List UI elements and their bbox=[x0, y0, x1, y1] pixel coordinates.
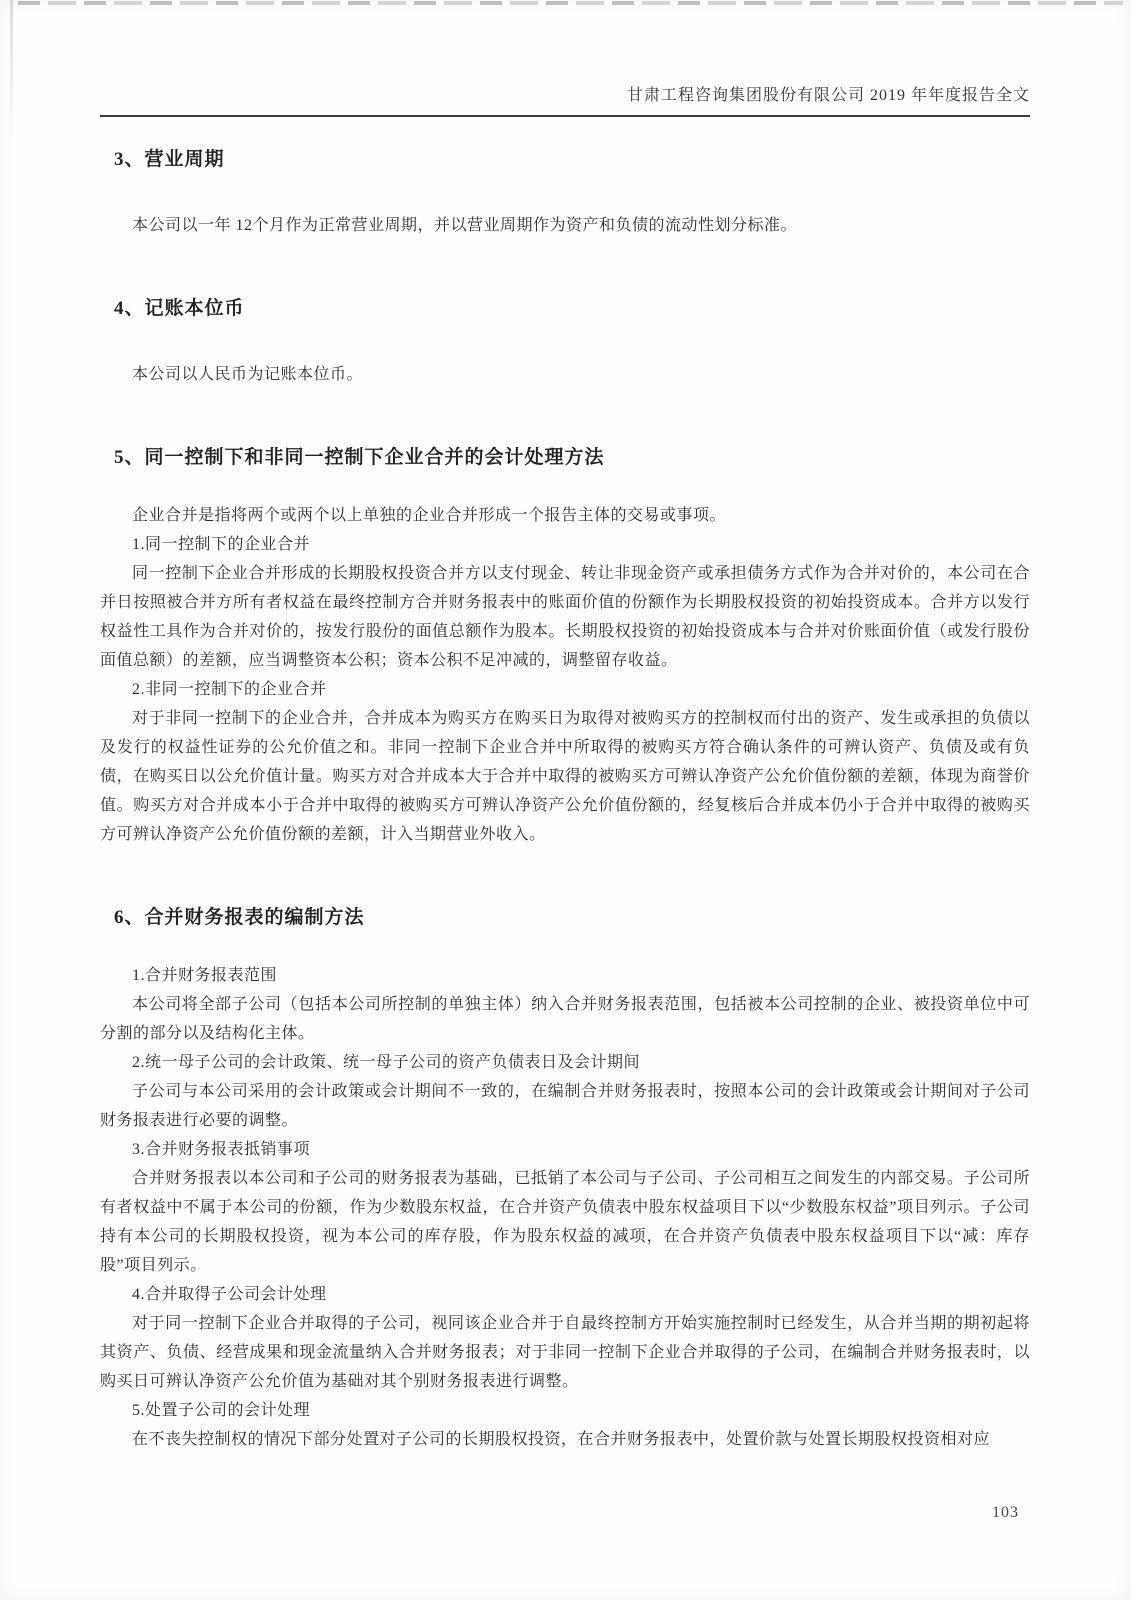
subitem-heading: 2.统一母子公司的会计政策、统一母子公司的资产负债表日及会计期间 bbox=[132, 1054, 641, 1071]
section-heading: 3、营业周期 bbox=[114, 149, 225, 170]
section-heading: 4、记账本位币 bbox=[114, 298, 245, 319]
section-heading: 5、同一控制下和非同一控制下企业合并的会计处理方法 bbox=[114, 447, 605, 468]
section-operating-cycle bbox=[100, 147, 1030, 240]
paragraph: 本公司以一年 12个月作为正常营业周期，并以营业周期作为资产和负债的流动性划分标准。 bbox=[132, 217, 798, 234]
subitem-heading: 1.同一控制下的企业合并 bbox=[132, 536, 311, 553]
subitem-heading: 5.处置子公司的会计处理 bbox=[132, 1402, 311, 1419]
subitem-heading: 3.合并财务报表抵销事项 bbox=[132, 1141, 311, 1158]
subitem-heading: 2.非同一控制下的企业合并 bbox=[132, 681, 327, 698]
page-header bbox=[100, 86, 1030, 117]
section-functional-currency bbox=[100, 296, 1030, 389]
paragraph: 企业合并是指将两个或两个以上单独的企业合并形成一个报告主体的交易或事项。 bbox=[132, 507, 727, 524]
page-number: 103 bbox=[992, 1504, 1019, 1521]
paragraph: 对于同一控制下企业合并取得的子公司，视同该企业合并于自最终控制方开始实施控制时已经发生，从合并当期的期初起将其资产、负债、经营成果和现金流量纳入合并财务报表；对于非同一控制下企业合并取得的子公司，在编制合并财务报表时，以购买日可辨认净资产公允价值为基础对其个别财务报表进行调整。 bbox=[100, 1315, 1030, 1390]
paragraph: 子公司与本公司采用的会计政策或会计期间不一致的，在编制合并财务报表时，按照本公司的会计政策或会计期间对子公司财务报表进行必要的调整。 bbox=[100, 1083, 1030, 1129]
paragraph: 对于非同一控制下的企业合并，合并成本为购买方在购买日为取得对被购买方的控制权而付出的资产、发生或承担的负债以及发行的权益性证券的公允价值之和。非同一控制下企业合并中所取得的被购买方符合确认条件的可辨认资产、负债及或有负债，在购买日以公允价值计量。购买方对合并成本大于合并中取得的被购买方可辨认净资产公允价值份额的差额，体现为商誉价值。购买方对合并成本小于合并中取得的被购买方可辨认净资产公允价值份额的，经复核后合并成本仍小于合并中取得的被购买方可辨认净资产公允价值份额的差额，计入当期营业外收入。 bbox=[100, 710, 1030, 843]
subitem-heading: 4.合并取得子公司会计处理 bbox=[132, 1286, 327, 1303]
paragraph: 本公司以人民币为记账本位币。 bbox=[132, 366, 364, 383]
report-title: 甘肃工程咨询集团股份有限公司 2019 年年度报告全文 bbox=[626, 87, 1030, 104]
section-consolidated-statements bbox=[100, 905, 1030, 1454]
paragraph: 在不丧失控制权的情况下部分处置对子公司的长期股权投资，在合并财务报表中，处置价款与处置长期股权投资相对应 bbox=[132, 1431, 991, 1448]
section-heading: 6、合并财务报表的编制方法 bbox=[114, 907, 365, 928]
header-divider bbox=[100, 115, 1030, 117]
subitem-heading: 1.合并财务报表范围 bbox=[132, 967, 278, 984]
paragraph: 同一控制下企业合并形成的长期股权投资合并方以支付现金、转让非现金资产或承担债务方式作为合并对价的，本公司在合并日按照被合并方所有者权益在最终控制方合并财务报表中的账面价值的份额作为长期股权投资的初始投资成本。合并方以发行权益性工具作为合并对价的，按发行股份的面值总额作为股本。长期股权投资的初始投资成本与合并对价账面价值（或发行股份面值总额）的差额，应当调整资本公积；资本公积不足冲减的，调整留存收益。 bbox=[100, 565, 1030, 669]
section-business-combinations bbox=[100, 445, 1030, 849]
paragraph: 本公司将全部子公司（包括本公司所控制的单独主体）纳入合并财务报表范围，包括被本公司控制的企业、被投资单位中可分割的部分以及结构化主体。 bbox=[100, 996, 1030, 1042]
paragraph: 合并财务报表以本公司和子公司的财务报表为基础，已抵销了本公司与子公司、子公司相互之间发生的内部交易。子公司所有者权益中不属于本公司的份额，作为少数股东权益，在合并资产负债表中股东权益项目下以“少数股东权益”项目列示。子公司持有本公司的长期股权投资，视为本公司的库存股，作为股东权益的减项，在合并资产负债表中股东权益项目下以“减：库存股”项目列示。 bbox=[100, 1170, 1030, 1274]
